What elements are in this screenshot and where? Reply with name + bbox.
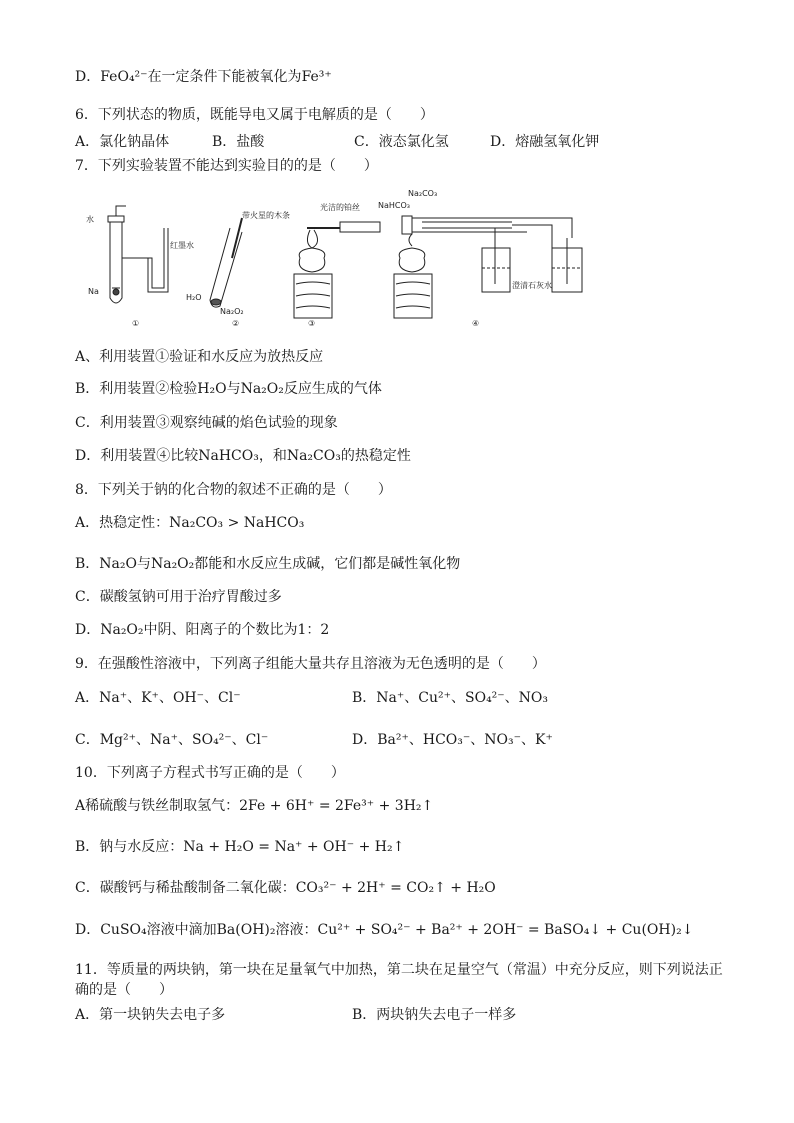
- fig-label-platinum-wire: 光洁的铂丝: [320, 203, 360, 212]
- q10-option-c[interactable]: C．碳酸钙与稀盐酸制备二氧化碳：CO₃²⁻ + 2H⁺ = CO₂↑ + H₂O: [75, 880, 496, 896]
- fig-label-limewater: 澄清石灰水: [512, 281, 552, 290]
- q5-option-d-formula: FeO₄²⁻: [100, 69, 148, 85]
- q8-option-a[interactable]: A．热稳定性：Na₂CO₃ > NaHCO₃: [75, 515, 305, 531]
- q6-option-d[interactable]: D．熔融氢氧化钾: [490, 134, 600, 150]
- fig-label-water: 水: [86, 215, 94, 224]
- q11-stem-line2: 确的是（ ）: [75, 982, 173, 998]
- q5-option-d[interactable]: [75, 68, 332, 86]
- q7-option-d[interactable]: D．利用装置④比较NaHCO₃，和Na₂CO₃的热稳定性: [75, 448, 411, 464]
- fig-label-na2co3: Na₂CO₃: [408, 189, 438, 198]
- fig-label-nahco3: NaHCO₃: [378, 201, 410, 210]
- fig-label-na2o2: Na₂O₂: [220, 307, 244, 316]
- fig-label-glowing-splint: 带火星的木条: [242, 211, 290, 220]
- q5-option-d-letter: D．: [75, 69, 101, 85]
- q11-option-b[interactable]: B．两块钠失去电子一样多: [352, 1007, 517, 1023]
- q5-option-d-text: 在一定条件下能被氧化为: [147, 69, 302, 85]
- q9-option-b[interactable]: B．Na⁺、Cu²⁺、SO₄²⁻、NO₃: [352, 690, 549, 706]
- apparatus-2: [210, 218, 242, 307]
- q6-stem: 6．下列状态的物质，既能导电又属于电解质的是（ ）: [75, 107, 434, 123]
- fig-label-red-ink: 红墨水: [170, 241, 194, 250]
- q7-stem: 7．下列实验装置不能达到实验目的的是（ ）: [75, 158, 378, 174]
- apparatus-4: [394, 216, 582, 318]
- q8-option-c[interactable]: C．碳酸氢钠可用于治疗胃酸过多: [75, 589, 282, 605]
- q9-option-c[interactable]: C．Mg²⁺、Na⁺、SO₄²⁻、Cl⁻: [75, 732, 269, 748]
- q8-stem: 8．下列关于钠的化合物的叙述不正确的是（ ）: [75, 482, 392, 498]
- fig-label-na: Na: [88, 287, 99, 296]
- q9-option-a[interactable]: A．Na⁺、K⁺、OH⁻、Cl⁻: [75, 690, 241, 706]
- fig-number-3: ③: [308, 319, 316, 328]
- apparatus-3: [294, 222, 380, 318]
- q6-option-b[interactable]: B．盐酸: [212, 134, 265, 150]
- q7-option-b[interactable]: B．利用装置②检验H₂O与Na₂O₂反应生成的气体: [75, 381, 382, 397]
- fig-number-1: ①: [132, 319, 140, 328]
- q9-option-d[interactable]: D．Ba²⁺、HCO₃⁻、NO₃⁻、K⁺: [352, 732, 553, 748]
- q7-option-a[interactable]: A、利用装置①验证和水反应为放热反应: [75, 349, 324, 365]
- fig-label-h2o: H₂O: [186, 293, 202, 302]
- fig-number-2: ②: [232, 319, 240, 328]
- q10-option-d[interactable]: D．CuSO₄溶液中滴加Ba(OH)₂溶液：Cu²⁺ + SO₄²⁻ + Ba²⁺ + 2OH⁻ = BaSO₄↓ + Cu(OH)₂↓: [75, 922, 694, 938]
- q10-option-a[interactable]: A稀硫酸与铁丝制取氢气：2Fe + 6H⁺ = 2Fe³⁺ + 3H₂↑: [75, 798, 434, 814]
- fig-number-4: ④: [472, 319, 480, 328]
- q10-option-b[interactable]: B．钠与水反应：Na + H₂O = Na⁺ + OH⁻ + H₂↑: [75, 839, 405, 855]
- q7-apparatus-figure: [82, 188, 602, 328]
- q7-apparatus-svg: [82, 188, 602, 328]
- q7-option-c[interactable]: C．利用装置③观察纯碱的焰色试验的现象: [75, 415, 338, 431]
- q8-option-b[interactable]: B．Na₂O与Na₂O₂都能和水反应生成碱，它们都是碱性氧化物: [75, 556, 461, 572]
- q11-option-a[interactable]: A．第一块钠失去电子多: [75, 1007, 226, 1023]
- apparatus-1: [108, 206, 168, 303]
- q10-stem: 10．下列离子方程式书写正确的是（ ）: [75, 765, 345, 781]
- q5-option-d-product: Fe³⁺: [301, 69, 332, 85]
- q6-option-a[interactable]: A．氯化钠晶体: [75, 134, 170, 150]
- q8-option-d[interactable]: D．Na₂O₂中阴、阳离子的个数比为1：2: [75, 622, 330, 638]
- q11-stem-line1: 11．等质量的两块钠，第一块在足量氧气中加热，第二块在足量空气（常温）中充分反应，则下列说法正: [75, 962, 723, 978]
- q9-stem: 9．在强酸性溶液中，下列离子组能大量共存且溶液为无色透明的是（ ）: [75, 656, 546, 672]
- q6-option-c[interactable]: C．液态氯化氢: [354, 134, 449, 150]
